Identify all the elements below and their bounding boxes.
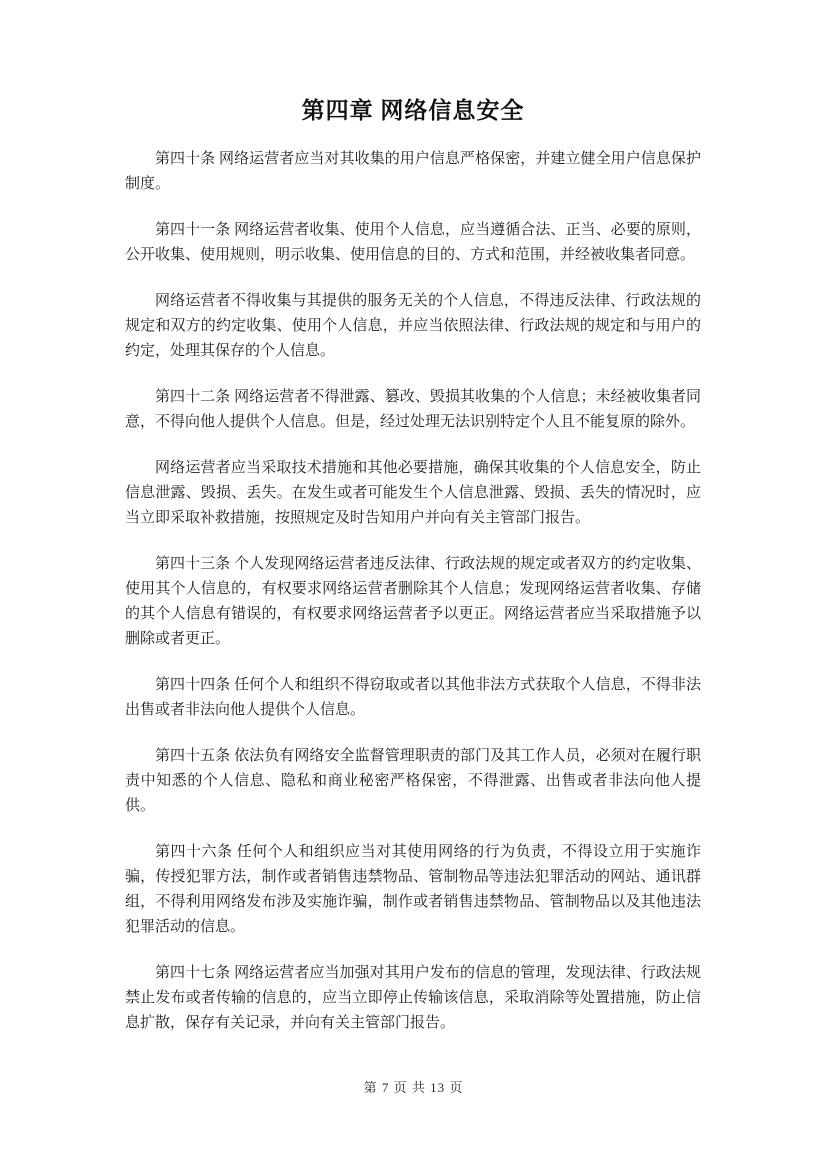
paragraph-article-44: 第四十四条 任何个人和组织不得窃取或者以其他非法方式获取个人信息，不得非法出售或者非法向他人提供个人信息。	[125, 677, 701, 718]
paragraph-article-47: 第四十七条 网络运营者应当加强对其用户发布的信息的管理，发现法律、行政法规禁止发布或者传输的信息的，应当立即停止传输该信息，采取消除等处置措施，防止信息扩散，保存有关记录，并向有关主管部门报告。	[125, 965, 701, 1031]
paragraph-article-45: 第四十五条 依法负有网络安全监督管理职责的部门及其工作人员，必须对在履行职责中知悉的个人信息、隐私和商业秘密严格保密，不得泄露、出售或者非法向他人提供。	[125, 748, 701, 814]
chapter-title: 第四章 网络信息安全	[301, 98, 525, 123]
paragraph-article-42: 第四十二条 网络运营者不得泄露、篡改、毁损其收集的个人信息；未经被收集者同意，不得向他人提供个人信息。但是，经过处理无法识别特定个人且不能复原的除外。	[125, 389, 701, 430]
paragraph-article-42-continuation: 网络运营者应当采取技术措施和其他必要措施，确保其收集的个人信息安全，防止信息泄露、毁损、丢失。在发生或者可能发生个人信息泄露、毁损、丢失的情况时，应当立即采取补救措施，按照规定及时告知用户并向有关主管部门报告。	[125, 460, 701, 526]
paragraph-article-41: 第四十一条 网络运营者收集、使用个人信息，应当遵循合法、正当、必要的原则，公开收集、使用规则，明示收集、使用信息的目的、方式和范围，并经被收集者同意。	[125, 222, 701, 263]
page-number-footer: 第 7 页 共 13 页	[363, 1080, 464, 1095]
paragraph-article-41-continuation: 网络运营者不得收集与其提供的服务无关的个人信息，不得违反法律、行政法规的规定和双方的约定收集、使用个人信息，并应当依照法律、行政法规的规定和与用户的约定，处理其保存的个人信息。	[125, 293, 701, 359]
paragraph-article-43: 第四十三条 个人发现网络运营者违反法律、行政法规的规定或者双方的约定收集、使用其个人信息的，有权要求网络运营者删除其个人信息；发现网络运营者收集、存储的其个人信息有错误的，有权要求网络运营者予以更正。网络运营者应当采取措施予以删除或者更正。	[125, 556, 701, 647]
paragraph-article-40: 第四十条 网络运营者应当对其收集的用户信息严格保密，并建立健全用户信息保护制度。	[125, 151, 701, 192]
paragraph-article-46: 第四十六条 任何个人和组织应当对其使用网络的行为负责，不得设立用于实施诈骗，传授犯罪方法，制作或者销售违禁物品、管制物品等违法犯罪活动的网站、通讯群组，不得利用网络发布涉及实施诈骗，制作或者销售违禁物品、管制物品以及其他违法犯罪活动的信息。	[125, 844, 701, 935]
